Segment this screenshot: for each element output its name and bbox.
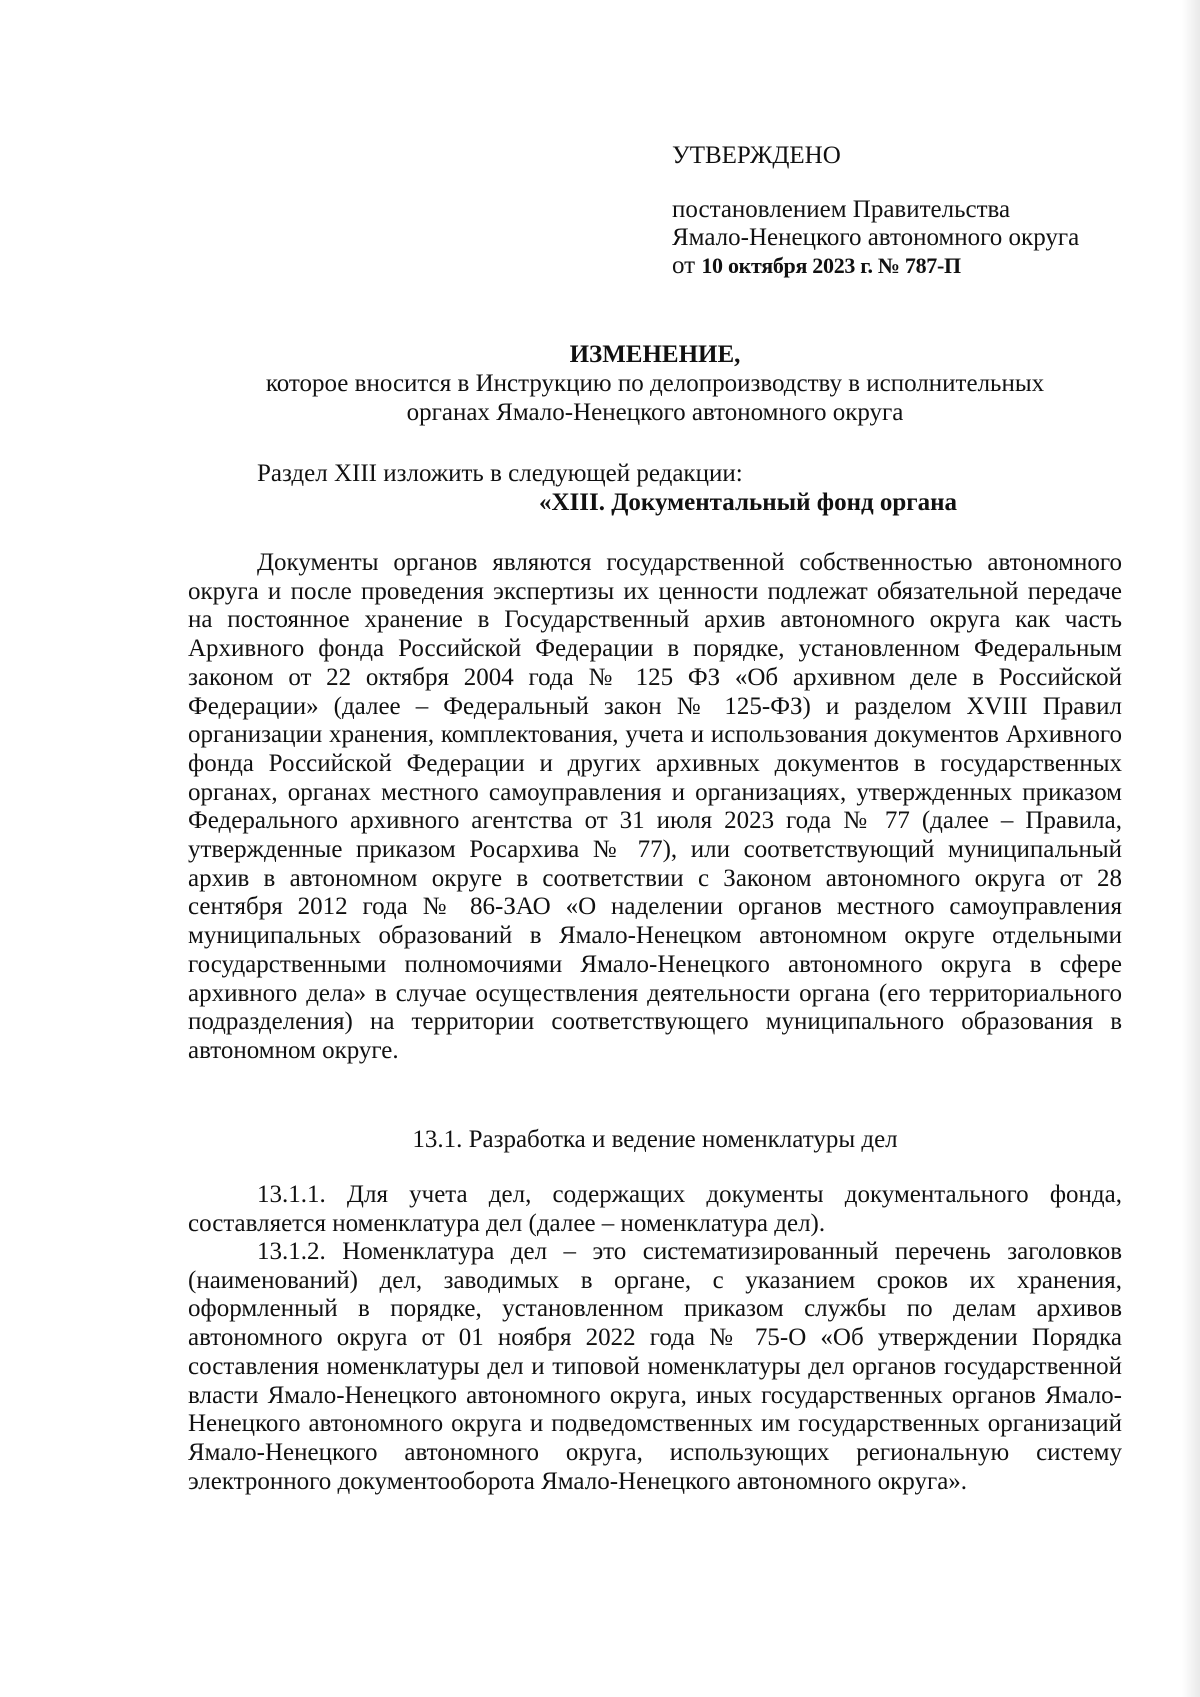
approval-line-2: Ямало-Ненецкого автономного округа [672,224,1080,251]
approval-date-line [672,252,1132,280]
approval-header: УТВЕРЖДЕНО [672,142,841,169]
paragraph-13-1-2: 13.1.2. Номенклатура дел – это систематизированный перечень заголовков (наименований) дел, заводимых в органе, с указанием сроков их хранения, оформленный в порядке, установленном приказом службы по делам архивов автономного округа от 01 ноября 2022 года № 75-О «Об утверждении Порядка составления номенклатуры дел и типовой номенклатуры дел органов государственной власти Ямало-Ненецкого автономного округа, иных государственных органов Ямало-Ненецкого автономного округа и подведомственных им государственных организаций Ямало-Ненецкого автономного округа, использующих региональную систему электронного документооборота Ямало-Ненецкого автономного округа». [188,1238,1122,1495]
subsection-heading: 13.1. Разработка и ведение номенклатуры дел [412,1126,898,1153]
section-heading: «XIII. Документальный фонд органа [538,489,958,516]
intro-text: Раздел XIII изложить в следующей редакции: [257,460,743,487]
page-edge-shadow [1182,0,1200,1697]
paragraph-13-1-1: 13.1.1. Для учета дел, содержащих документы документального фонда, составляется номенклатура дел (далее – номенклатура дел). [188,1181,1122,1237]
title-sub-line-2: органах Ямало-Ненецкого автономного округа [406,399,904,426]
title-sub-line-1: которое вносится в Инструкцию по делопроизводству в исполнительных [265,370,1045,397]
paragraph-documents: Документы органов являются государственной собственностью автономного округа и после проведения экспертизы их ценности подлежат обязательной передаче на постоянное хранение в Государственный архив автономного округа как часть Архивного фонда Российской Федерации в порядке, установленном Федеральным законом от 22 октября 2004 года № 125 ФЗ «Об архивном деле в Российской Федерации» (далее – Федеральный закон № 125-ФЗ) и разделом XVIII Правил организации хранения, комплектования, учета и использования документов Архивного фонда Российской Федерации и других архивных документов в государственных органах, органах местного самоуправления и организациях, утвержденных приказом Федерального архивного агентства от 31 июля 2023 года № 77 (далее – Правила, утвержденные приказом Росархива № 77), или соответствующий муниципальный архив в автономном округе в соответствии с Законом автономного округа от 28 сентября 2012 года № 86-ЗАО «О наделении органов местного самоуправления муниципальных образований в Ямало-Ненецком автономном округе отдельными государственными полномочиями Ямало-Ненецкого автономного округа в сфере архивного дела» в случае осуществления деятельности органа (его территориального подразделения) на территории соответствующего муниципального образования в автономном округе. [188,549,1122,1064]
approval-line-1: постановлением Правительства [672,196,1011,223]
title-main: ИЗМЕНЕНИЕ, [569,341,741,368]
document-title [190,340,1120,427]
approval-date-prefix: от [672,252,702,279]
approval-stamp [672,142,1132,280]
approval-signature: 10 октября 2023 г. № 787-П [701,253,961,278]
